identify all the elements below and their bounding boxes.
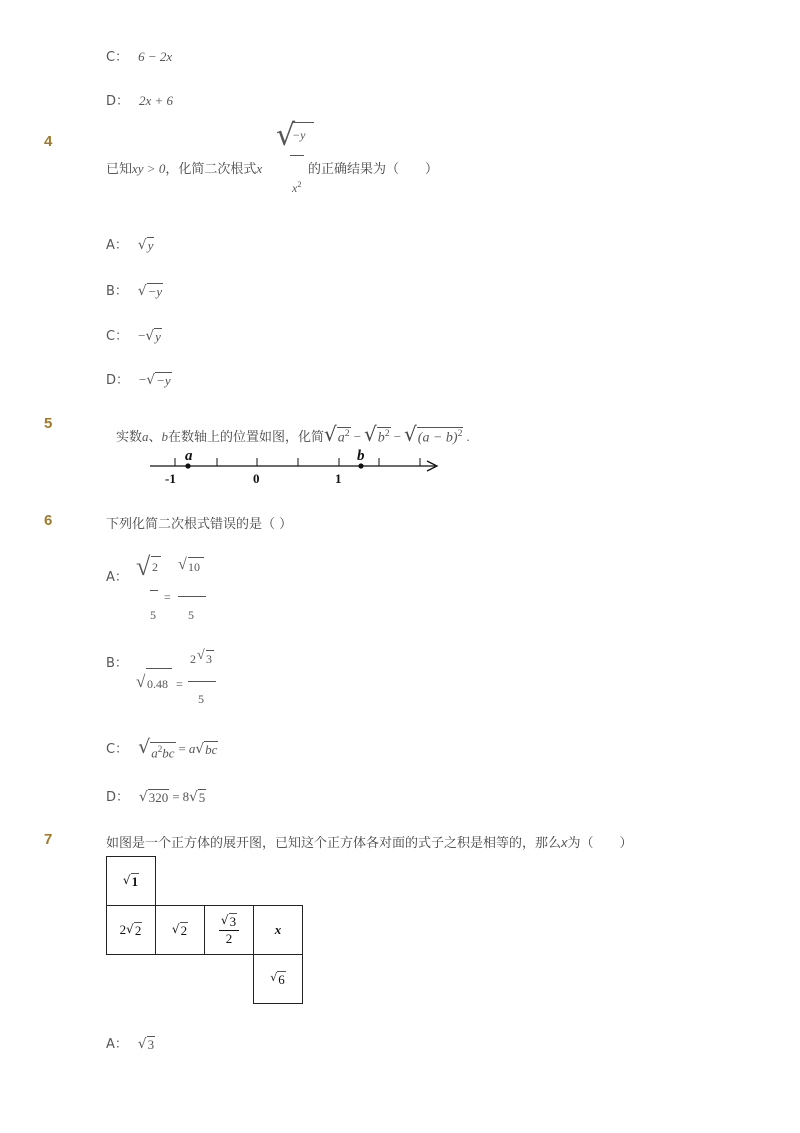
tick-label-0: 0 bbox=[253, 471, 260, 486]
question-number-4: 4 bbox=[44, 133, 53, 150]
radical-sign-icon: √ bbox=[197, 648, 205, 663]
option-label: A： bbox=[106, 570, 128, 585]
option-label: D： bbox=[106, 373, 130, 388]
net-face-1: 2 √ 2 bbox=[106, 905, 156, 955]
q6-option-d[interactable]: D： √ 320 = 8 √ 5 bbox=[106, 786, 206, 805]
net-face-2: √ 2 bbox=[155, 905, 205, 955]
q4-option-a[interactable] bbox=[106, 234, 154, 253]
radical-sign-icon: √ bbox=[178, 556, 187, 573]
option-radical: √ $a^2bc$ bbox=[138, 736, 175, 761]
q7-option-a[interactable]: A： √ 3 bbox=[106, 1033, 155, 1052]
question-number-6: 6 bbox=[44, 512, 53, 529]
option-label: A： bbox=[106, 1037, 128, 1052]
q5-radical-1: √ $a^2$ bbox=[324, 422, 350, 446]
tick-label-1: 1 bbox=[335, 471, 342, 486]
q4-option-b[interactable] bbox=[106, 280, 163, 299]
option-label: C： bbox=[106, 742, 129, 757]
question-number-7: 7 bbox=[44, 831, 53, 848]
option-expression: 6 − 2x bbox=[138, 49, 173, 64]
option-label: D： bbox=[106, 94, 130, 109]
option-expression: 2x + 6 bbox=[139, 93, 174, 108]
option-label: B： bbox=[106, 656, 128, 671]
option-label: B： bbox=[106, 284, 128, 299]
cube-net bbox=[106, 856, 306, 1006]
q5-stem: 实数 a 、 b 在数轴上的位置如图，化简 √ $a^2$ − √ $b^2$ − √ $(a - b)^2$ . bbox=[116, 422, 470, 446]
q5-radical-3: √ $(a - b)^2$ bbox=[404, 422, 463, 446]
point-b bbox=[358, 463, 363, 468]
net-face-top: √ 1 bbox=[106, 856, 156, 906]
radical-bar bbox=[292, 122, 314, 123]
option-label: A： bbox=[106, 238, 128, 253]
option-radical: √ y bbox=[137, 237, 154, 253]
option-label: C： bbox=[106, 50, 129, 65]
q6-option-c[interactable]: C： √ $a^2bc$ = a √ bc bbox=[106, 736, 218, 761]
net-face-x: x bbox=[253, 905, 303, 955]
q3-option-d[interactable] bbox=[106, 90, 173, 109]
radical-sign-icon: √ bbox=[136, 552, 151, 581]
radical-sign-icon: √ bbox=[276, 118, 296, 153]
option-label: D： bbox=[106, 790, 130, 805]
fraction-bar bbox=[290, 155, 304, 156]
q4-option-d[interactable]: D： − √ −y bbox=[106, 369, 172, 388]
net-face-bottom: √ 6 bbox=[253, 954, 303, 1004]
q4-option-c[interactable]: C： − √ y bbox=[106, 325, 162, 344]
q4-denominator: $x^2$ bbox=[292, 180, 302, 195]
q5-radical-2: √ $b^2$ bbox=[364, 422, 390, 446]
q4-stem bbox=[106, 158, 262, 177]
q6-option-a[interactable]: A： √ 2 5 = √ 10 5 bbox=[106, 552, 226, 624]
q7-stem: 如图是一个正方体的展开图，已知这个正方体各对面的式子之积是相等的，那么x为（ ） bbox=[106, 835, 633, 851]
q6-option-b[interactable]: B： √ 0.48 = 2 √ 3 5 bbox=[106, 648, 236, 712]
q4-text-after: 的正确结果为（ ） bbox=[308, 162, 439, 177]
number-line bbox=[145, 444, 445, 488]
radical-sign-icon: √ bbox=[136, 672, 146, 691]
label-a: a bbox=[185, 448, 193, 464]
q4-variable: x bbox=[256, 161, 263, 176]
option-radical: √ −y bbox=[137, 283, 163, 299]
q6-stem: 下列化简二次根式错误的是（ ） bbox=[106, 517, 293, 532]
q3-option-c[interactable] bbox=[106, 46, 172, 65]
label-b: b bbox=[357, 448, 365, 464]
q4-text-mid: ，化简二次根式 bbox=[165, 162, 257, 177]
point-a bbox=[185, 463, 190, 468]
q4-radical bbox=[276, 118, 308, 200]
q4-text-before: 已知 bbox=[106, 162, 133, 177]
option-label: C： bbox=[106, 329, 129, 344]
q4-numerator: −y bbox=[292, 128, 306, 142]
option-radical: √ y bbox=[145, 328, 161, 344]
net-face-3: √ 3 2 bbox=[204, 905, 254, 955]
question-number-5: 5 bbox=[44, 415, 53, 432]
q4-condition: xy > 0 bbox=[132, 161, 166, 176]
option-radical: √ −y bbox=[146, 372, 171, 388]
tick-label-minus-1: -1 bbox=[165, 471, 176, 486]
